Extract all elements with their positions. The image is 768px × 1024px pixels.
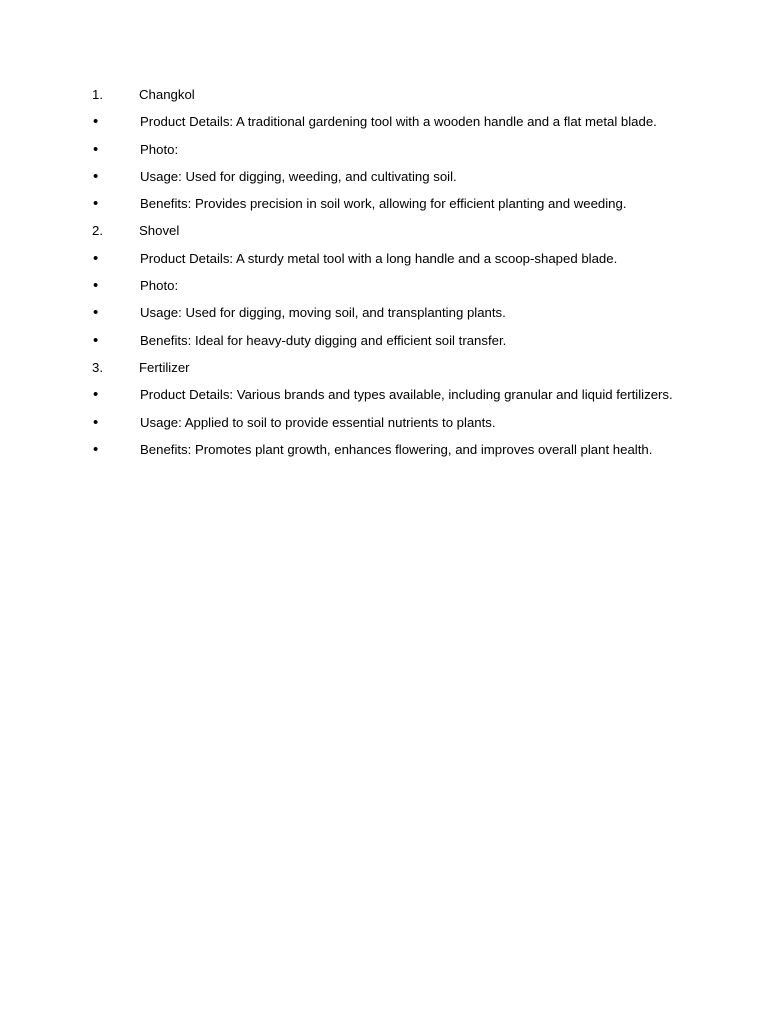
list-item (92, 140, 732, 167)
bullet-marker: • (93, 113, 99, 131)
list-number: 3. (92, 359, 103, 375)
list-item (92, 385, 732, 412)
list-item-text: Benefits: Ideal for heavy-duty digging and efficient soil transfer. (140, 332, 507, 348)
list-number: 2. (92, 223, 103, 239)
bullet-marker: • (93, 140, 99, 158)
list-item-heading (92, 358, 732, 385)
list-item (92, 440, 732, 467)
list-item-text: Photo: (140, 141, 179, 157)
list-heading-text: Changkol (139, 87, 195, 102)
list-item-heading (92, 85, 732, 112)
bullet-marker: • (93, 277, 99, 295)
bullet-marker: • (93, 304, 99, 322)
list-item (92, 276, 732, 303)
document-list (92, 85, 732, 467)
list-item (92, 331, 732, 358)
list-heading-text: Fertilizer (139, 359, 190, 375)
bullet-marker: • (93, 386, 99, 404)
bullet-marker: • (93, 440, 99, 458)
list-heading-text: Shovel (139, 223, 180, 239)
list-item-text: Product Details: Various brands and types available, including granular and liquid fertilizers. (140, 387, 673, 403)
list-item-text: Usage: Used for digging, moving soil, and transplanting plants. (140, 305, 506, 321)
list-item (92, 413, 732, 440)
list-item-text: Usage: Applied to soil to provide essential nutrients to plants. (140, 414, 496, 430)
bullet-marker: • (93, 331, 99, 349)
list-item (92, 303, 732, 330)
bullet-marker: • (93, 413, 99, 431)
list-item-heading (92, 221, 732, 248)
bullet-marker: • (93, 195, 99, 213)
list-item (92, 112, 732, 139)
list-item-text: Usage: Used for digging, weeding, and cultivating soil. (140, 168, 457, 184)
bullet-marker: • (93, 249, 99, 267)
list-number: 1. (92, 87, 103, 102)
list-item-text: Product Details: A sturdy metal tool with a long handle and a scoop-shaped blade. (140, 250, 618, 266)
list-item-text: Product Details: A traditional gardening tool with a wooden handle and a flat metal blade. (140, 114, 657, 130)
list-item-text: Photo: (140, 278, 179, 294)
list-item (92, 167, 732, 194)
list-item-text: Benefits: Provides precision in soil work, allowing for efficient planting and weeding. (140, 196, 627, 212)
list-item (92, 194, 732, 221)
bullet-marker: • (93, 167, 99, 185)
list-item-text: Benefits: Promotes plant growth, enhances flowering, and improves overall plant health. (140, 441, 653, 457)
list-item (92, 249, 732, 276)
